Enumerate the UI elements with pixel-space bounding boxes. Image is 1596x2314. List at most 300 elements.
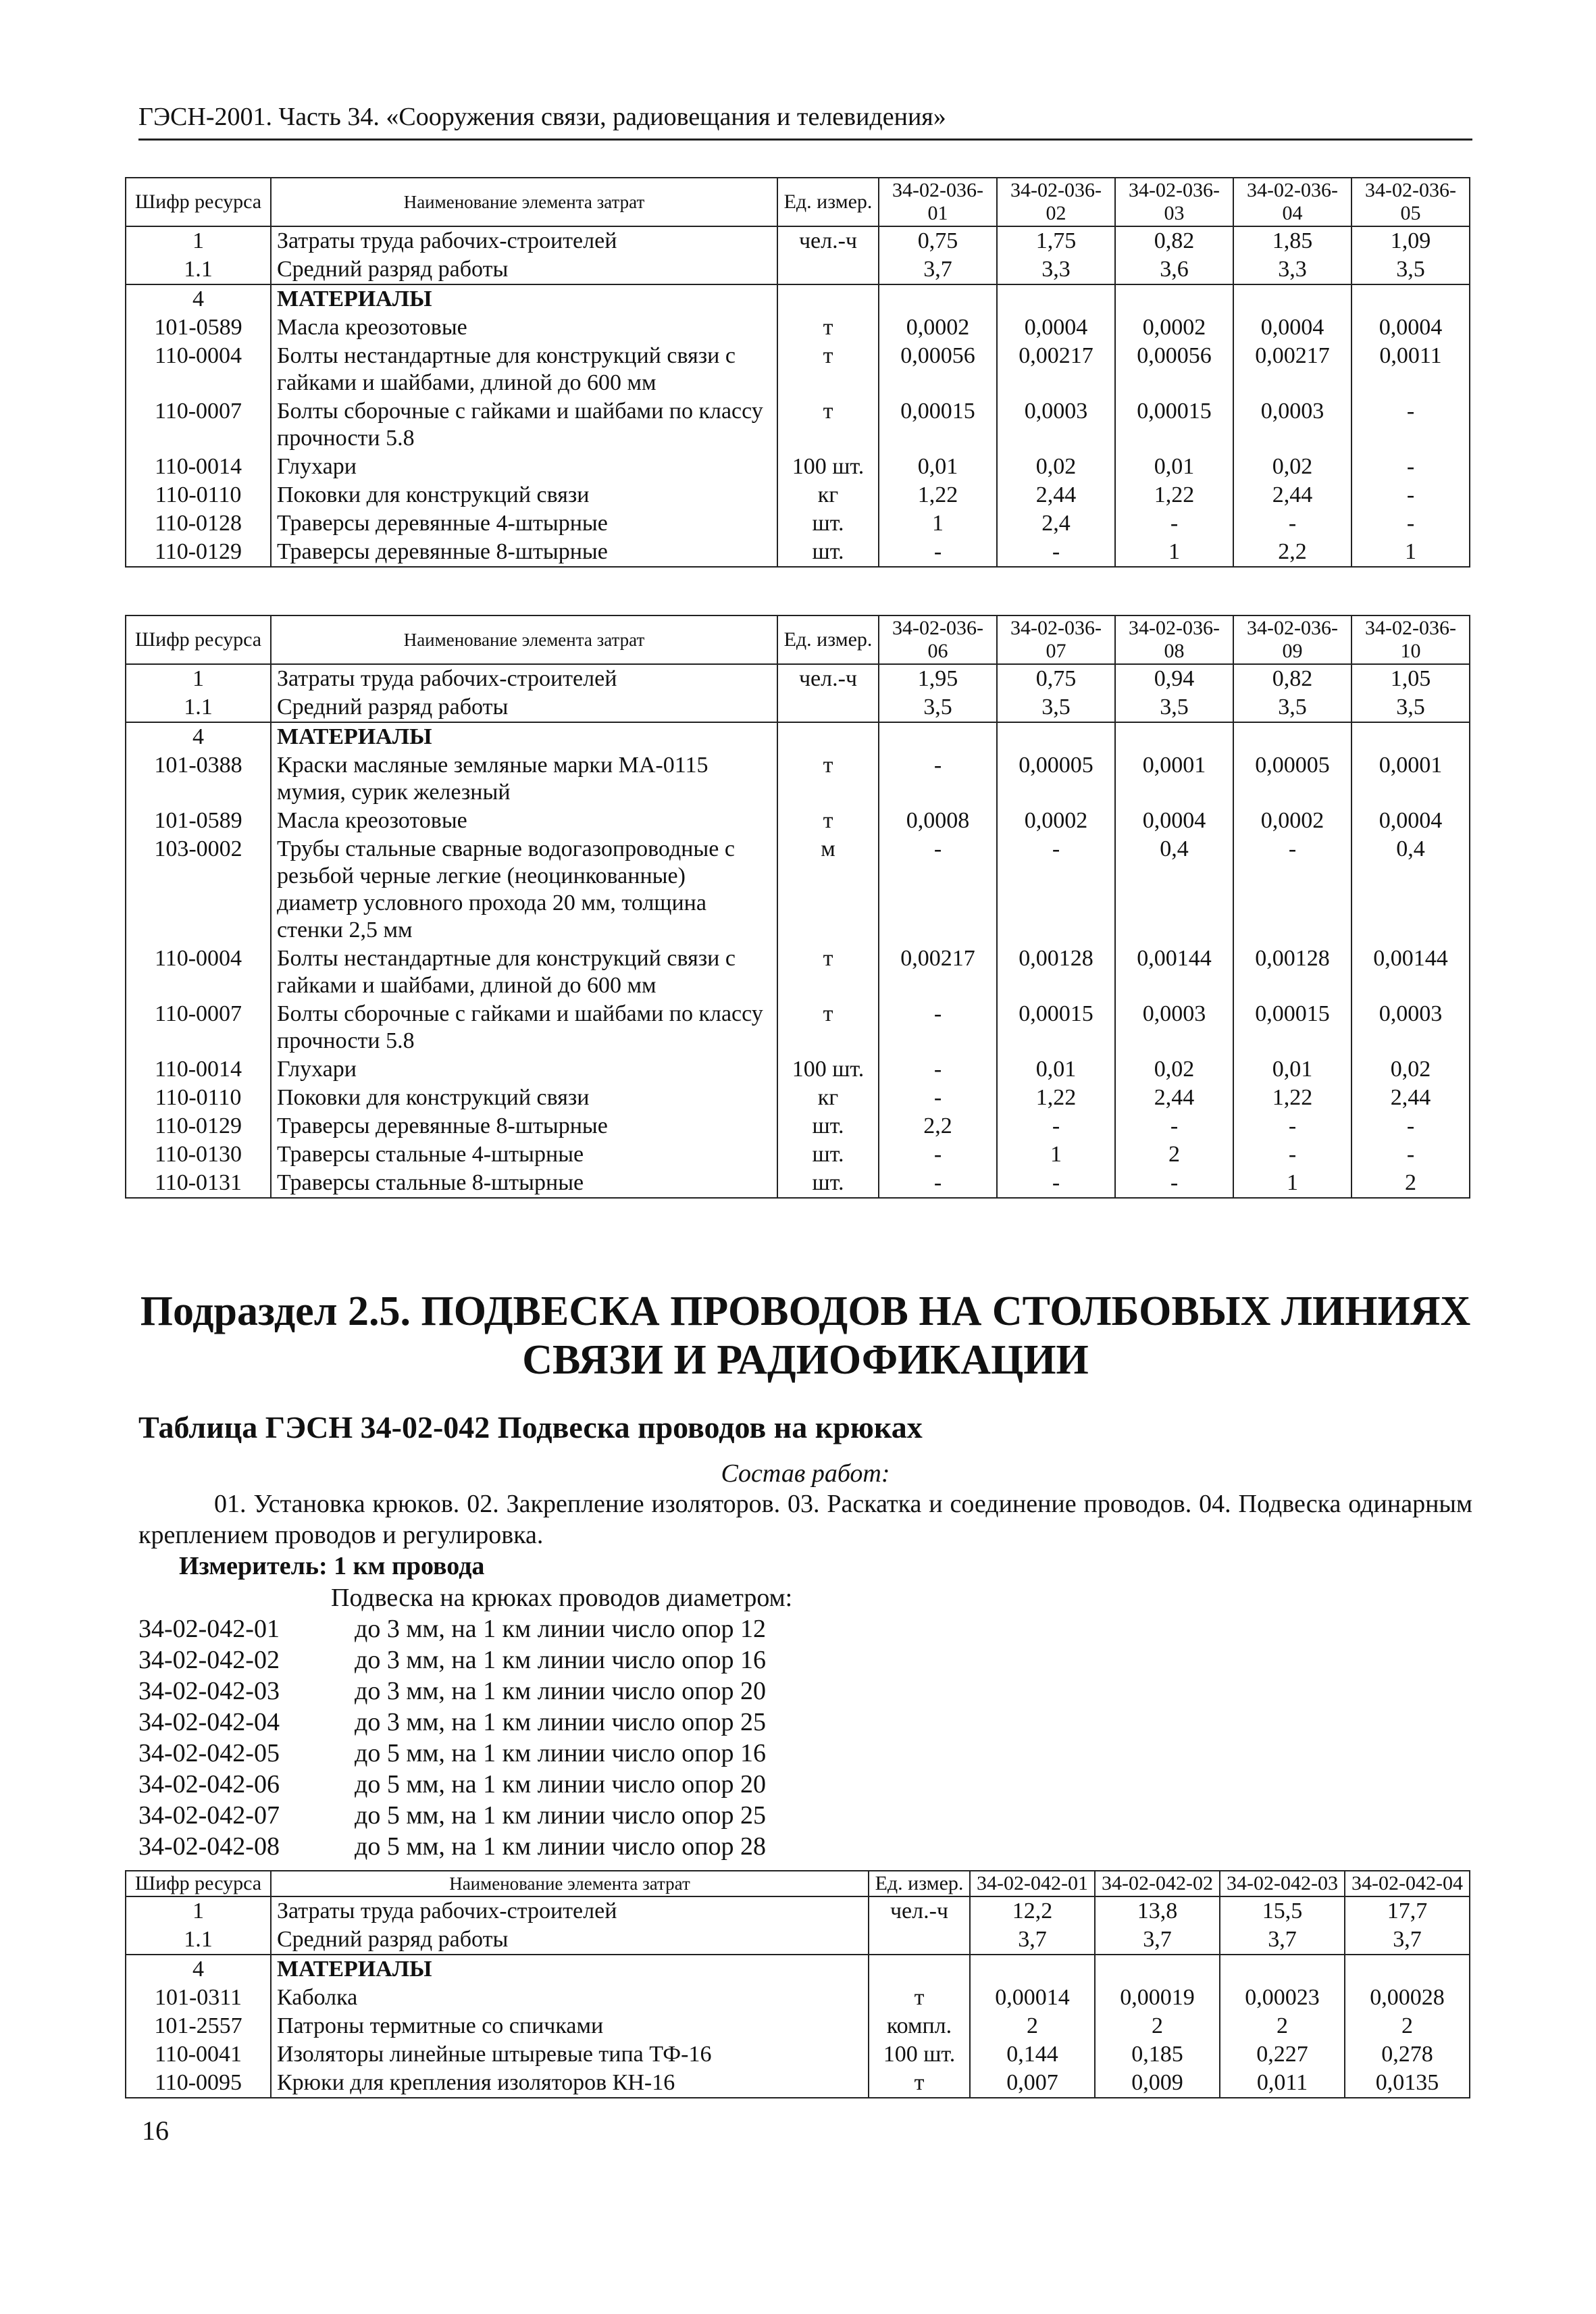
table-row [126, 255, 1470, 284]
value-cell: 3,5 [1233, 693, 1352, 722]
value-cell: 0,144 [970, 2040, 1095, 2069]
subsection-title: Подраздел 2.5. ПОДВЕСКА ПРОВОДОВ НА СТОЛБОВЫХ ЛИНИЯХ СВЯЗИ И РАДИОФИКАЦИИ [140, 1288, 1471, 1383]
value-cell: - [1352, 1140, 1470, 1169]
resource-code-cell: 1 [126, 226, 271, 255]
value-cell: - [1233, 1112, 1352, 1140]
table-row [126, 1055, 1470, 1084]
resource-code-cell: 101-0388 [126, 751, 271, 807]
unit-cell: т [869, 2069, 970, 2098]
table-row [126, 751, 1470, 807]
table-row [126, 397, 1470, 453]
table-row [126, 722, 1470, 751]
resource-code-cell: 103-0002 [126, 835, 271, 945]
column-header: 34-02-042-02 [1095, 1871, 1220, 1896]
resource-name-cell: Болты сборочные с гайками и шайбами по классу прочности 5.8 [271, 397, 777, 453]
column-header: Наименование элемента затрат [271, 178, 777, 226]
unit-cell [777, 722, 879, 751]
column-header: Наименование элемента затрат [271, 615, 777, 664]
resource-table-042 [125, 1870, 1470, 2098]
value-cell: 0,009 [1095, 2069, 1220, 2098]
value-cell: 0,00015 [1115, 397, 1233, 453]
unit-cell [869, 1926, 970, 1955]
resource-name-cell: Масла креозотовые [271, 807, 777, 835]
value-cell [1233, 722, 1352, 751]
unit-cell: т [777, 807, 879, 835]
resource-name-cell: Болты нестандартные для конструкций связи с гайками и шайбами, длиной до 600 мм [271, 945, 777, 1000]
resource-code-cell: 1.1 [126, 693, 271, 722]
value-cell: 2 [970, 2012, 1095, 2040]
value-cell [1115, 722, 1233, 751]
value-cell: 3,7 [1345, 1926, 1470, 1955]
column-header: Ед. измер. [777, 615, 879, 664]
value-cell: 0,0002 [1233, 807, 1352, 835]
resource-code-cell: 4 [126, 284, 271, 313]
value-cell: 0,00005 [1233, 751, 1352, 807]
variant-text: до 5 мм, на 1 км линии число опор 20 [355, 1770, 767, 1799]
table-row [126, 693, 1470, 722]
resource-name-cell: Средний разряд работы [271, 1926, 869, 1955]
resource-name-cell: МАТЕРИАЛЫ [271, 284, 777, 313]
value-cell: 0,227 [1220, 2040, 1345, 2069]
variant-code: 34-02-042-03 [138, 1677, 280, 1705]
column-header: 34-02-036-03 [1115, 178, 1233, 226]
value-cell: 0,01 [879, 453, 997, 481]
resource-code-cell: 110-0129 [126, 1112, 271, 1140]
column-header: 34-02-036-10 [1352, 615, 1470, 664]
value-cell: 13,8 [1095, 1896, 1220, 1926]
value-cell: 3,5 [879, 693, 997, 722]
value-cell [879, 722, 997, 751]
measure-unit: Измеритель: 1 км провода [179, 1552, 485, 1580]
value-cell: 0,00217 [1233, 342, 1352, 397]
value-cell: 3,6 [1115, 255, 1233, 284]
table-row [126, 835, 1470, 945]
value-cell: 0,007 [970, 2069, 1095, 2098]
works-heading: Состав работ: [721, 1459, 890, 1488]
table-row [126, 481, 1470, 509]
resource-code-cell: 110-0014 [126, 453, 271, 481]
value-cell: - [879, 1000, 997, 1055]
table-title: Таблица ГЭСН 34-02-042 Подвеска проводов на крюках [138, 1410, 923, 1444]
column-header: 34-02-036-08 [1115, 615, 1233, 664]
variant-text: до 3 мм, на 1 км линии число опор 20 [355, 1677, 767, 1705]
value-cell: 0,02 [1233, 453, 1352, 481]
variant-text: до 3 мм, на 1 км линии число опор 16 [355, 1646, 767, 1674]
value-cell: 2,2 [1233, 538, 1352, 567]
value-cell: 2 [1345, 2012, 1470, 2040]
value-cell: - [879, 751, 997, 807]
value-cell: - [879, 1055, 997, 1084]
value-cell: 2 [1095, 2012, 1220, 2040]
column-header: Ед. измер. [869, 1871, 970, 1896]
table-row [126, 2012, 1470, 2040]
unit-cell: кг [777, 481, 879, 509]
table-row [126, 1169, 1470, 1198]
variant-text: до 5 мм, на 1 км линии число опор 28 [355, 1832, 767, 1861]
value-cell: 12,2 [970, 1896, 1095, 1926]
resource-name-cell: Средний разряд работы [271, 255, 777, 284]
resource-name-cell: Масла креозотовые [271, 313, 777, 342]
unit-cell: т [777, 751, 879, 807]
table-row [126, 945, 1470, 1000]
column-header: 34-02-042-03 [1220, 1871, 1345, 1896]
value-cell: 0,75 [879, 226, 997, 255]
table-row [126, 313, 1470, 342]
resource-name-cell: Траверсы деревянные 8-штырные [271, 1112, 777, 1140]
value-cell: 0,0002 [879, 313, 997, 342]
value-cell: 2 [1220, 2012, 1345, 2040]
resource-name-cell: Глухари [271, 453, 777, 481]
value-cell: 1,75 [997, 226, 1115, 255]
table-row [126, 509, 1470, 538]
value-cell: 1,05 [1352, 664, 1470, 693]
column-header: 34-02-042-04 [1345, 1871, 1470, 1896]
column-header: 34-02-042-01 [970, 1871, 1095, 1896]
header-rule [138, 139, 1472, 141]
value-cell: 0,0001 [1352, 751, 1470, 807]
resource-code-cell: 1 [126, 1896, 271, 1926]
value-cell: 0,75 [997, 664, 1115, 693]
resource-name-cell: Болты сборочные с гайками и шайбами по классу прочности 5.8 [271, 1000, 777, 1055]
table-row [126, 2069, 1470, 2098]
resource-name-cell: Затраты труда рабочих-строителей [271, 664, 777, 693]
resource-table-036-06-10 [125, 615, 1470, 1199]
resource-code-cell: 110-0004 [126, 945, 271, 1000]
value-cell [879, 284, 997, 313]
unit-cell: 100 шт. [777, 453, 879, 481]
resource-code-cell: 101-2557 [126, 2012, 271, 2040]
value-cell: 1 [879, 509, 997, 538]
variant-code: 34-02-042-05 [138, 1739, 280, 1767]
value-cell: 1 [1115, 538, 1233, 567]
value-cell: - [1352, 453, 1470, 481]
resource-name-cell: Крюки для крепления изоляторов КН-16 [271, 2069, 869, 2098]
variant-code: 34-02-042-04 [138, 1708, 280, 1736]
value-cell: - [879, 835, 997, 945]
unit-cell: шт. [777, 1169, 879, 1198]
resource-name-cell: Средний разряд работы [271, 693, 777, 722]
value-cell: 2,44 [1352, 1084, 1470, 1112]
resource-code-cell: 1 [126, 664, 271, 693]
unit-cell: чел.-ч [869, 1896, 970, 1926]
column-header: 34-02-036-04 [1233, 178, 1352, 226]
variant-text: до 3 мм, на 1 км линии число опор 25 [355, 1708, 767, 1736]
table-row [126, 1112, 1470, 1140]
value-cell: 0,00015 [997, 1000, 1115, 1055]
resource-code-cell: 110-0131 [126, 1169, 271, 1198]
unit-cell: т [777, 397, 879, 453]
value-cell: 0,0135 [1345, 2069, 1470, 2098]
value-cell: 1 [1352, 538, 1470, 567]
value-cell: 0,0008 [879, 807, 997, 835]
variant-item [138, 1769, 766, 1800]
column-header: Ед. измер. [777, 178, 879, 226]
value-cell: - [1352, 397, 1470, 453]
value-cell: 0,278 [1345, 2040, 1470, 2069]
value-cell: 2 [1115, 1140, 1233, 1169]
table-row [126, 453, 1470, 481]
variant-code: 34-02-042-01 [138, 1615, 280, 1643]
value-cell: 0,4 [1352, 835, 1470, 945]
resource-name-cell: МАТЕРИАЛЫ [271, 1955, 869, 1984]
resource-code-cell: 4 [126, 1955, 271, 1984]
value-cell: 0,0002 [1115, 313, 1233, 342]
value-cell: 2,44 [997, 481, 1115, 509]
value-cell: 3,7 [1095, 1926, 1220, 1955]
value-cell: 0,4 [1115, 835, 1233, 945]
variant-code: 34-02-042-02 [138, 1646, 280, 1674]
value-cell: 0,00056 [879, 342, 997, 397]
unit-cell: м [777, 835, 879, 945]
value-cell: 1,22 [1115, 481, 1233, 509]
unit-cell: 100 шт. [777, 1055, 879, 1084]
resource-code-cell: 101-0589 [126, 313, 271, 342]
resource-name-cell: Патроны термитные со спичками [271, 2012, 869, 2040]
variant-text: до 3 мм, на 1 км линии число опор 12 [355, 1615, 767, 1643]
value-cell: 0,82 [1233, 664, 1352, 693]
value-cell: 3,5 [1352, 255, 1470, 284]
value-cell: - [1233, 835, 1352, 945]
value-cell: 3,7 [879, 255, 997, 284]
resource-name-cell: Затраты труда рабочих-строителей [271, 226, 777, 255]
resource-code-cell: 110-0007 [126, 1000, 271, 1055]
resource-name-cell: Болты нестандартные для конструкций связи с гайками и шайбами, длиной до 600 мм [271, 342, 777, 397]
unit-cell [869, 1955, 970, 1984]
value-cell: 0,00005 [997, 751, 1115, 807]
resource-code-cell: 4 [126, 722, 271, 751]
unit-cell: шт. [777, 538, 879, 567]
value-cell: 0,00015 [1233, 1000, 1352, 1055]
resource-code-cell: 101-0311 [126, 1984, 271, 2012]
column-header: 34-02-036-09 [1233, 615, 1352, 664]
unit-cell [777, 284, 879, 313]
value-cell: 0,02 [1115, 1055, 1233, 1084]
variant-text: до 5 мм, на 1 км линии число опор 16 [355, 1739, 767, 1767]
page-header: ГЭСН-2001. Часть 34. «Сооружения связи, радиовещания и телевидения» [138, 103, 946, 131]
table-row [126, 1926, 1470, 1955]
value-cell: - [1233, 1140, 1352, 1169]
value-cell: 1,22 [879, 481, 997, 509]
value-cell: 0,0003 [1115, 1000, 1233, 1055]
page-number: 16 [142, 2115, 169, 2146]
value-cell: 0,00144 [1115, 945, 1233, 1000]
unit-cell: шт. [777, 509, 879, 538]
unit-cell: т [777, 342, 879, 397]
table-row [126, 1955, 1470, 1984]
variant-code: 34-02-042-06 [138, 1770, 280, 1799]
table-row [126, 284, 1470, 313]
value-cell: - [879, 1169, 997, 1198]
value-cell: 1 [997, 1140, 1115, 1169]
table-row [126, 1140, 1470, 1169]
value-cell: 0,00019 [1095, 1984, 1220, 2012]
value-cell: 3,3 [1233, 255, 1352, 284]
value-cell: 0,0004 [1352, 807, 1470, 835]
value-cell [997, 722, 1115, 751]
value-cell: - [879, 538, 997, 567]
unit-cell: чел.-ч [777, 664, 879, 693]
value-cell: - [1115, 509, 1233, 538]
value-cell: 17,7 [1345, 1896, 1470, 1926]
variant-code: 34-02-042-08 [138, 1832, 280, 1861]
column-header: Шифр ресурса [126, 178, 271, 226]
value-cell: 15,5 [1220, 1896, 1345, 1926]
value-cell: 3,5 [997, 693, 1115, 722]
resource-code-cell: 110-0129 [126, 538, 271, 567]
variants-list [138, 1613, 766, 1862]
resource-name-cell: Трубы стальные сварные водогазопроводные с резьбой черные легкие (неоцинкованные) диаметр условного прохода 20 мм, толщина стенки 2,5 мм [271, 835, 777, 945]
value-cell: 1,22 [1233, 1084, 1352, 1112]
column-header: 34-02-036-06 [879, 615, 997, 664]
value-cell: 0,0003 [997, 397, 1115, 453]
value-cell: 3,7 [970, 1926, 1095, 1955]
column-header: 34-02-036-02 [997, 178, 1115, 226]
resource-code-cell: 110-0041 [126, 2040, 271, 2069]
value-cell: 0,00144 [1352, 945, 1470, 1000]
table-row [126, 2040, 1470, 2069]
unit-cell: т [777, 945, 879, 1000]
variant-code: 34-02-042-07 [138, 1801, 280, 1830]
value-cell: 0,0003 [1233, 397, 1352, 453]
resource-name-cell: Поковки для конструкций связи [271, 1084, 777, 1112]
value-cell: 3,7 [1220, 1926, 1345, 1955]
unit-cell [777, 693, 879, 722]
value-cell: 0,185 [1095, 2040, 1220, 2069]
unit-cell: шт. [777, 1112, 879, 1140]
value-cell [1345, 1955, 1470, 1984]
table-row [126, 1000, 1470, 1055]
resource-name-cell: Изоляторы линейные штыревые типа ТФ-16 [271, 2040, 869, 2069]
resource-name-cell: МАТЕРИАЛЫ [271, 722, 777, 751]
value-cell: 0,01 [997, 1055, 1115, 1084]
value-cell: 0,02 [997, 453, 1115, 481]
resource-name-cell: Каболка [271, 1984, 869, 2012]
value-cell: 0,00015 [879, 397, 997, 453]
variant-text: до 5 мм, на 1 км линии число опор 25 [355, 1801, 767, 1830]
column-header: 34-02-036-05 [1352, 178, 1470, 226]
resource-code-cell: 1.1 [126, 255, 271, 284]
value-cell: - [1352, 509, 1470, 538]
column-header: Наименование элемента затрат [271, 1871, 869, 1896]
variant-item [138, 1613, 766, 1644]
table-row [126, 807, 1470, 835]
unit-cell: т [777, 313, 879, 342]
value-cell: 3,5 [1115, 693, 1233, 722]
value-cell: 0,94 [1115, 664, 1233, 693]
value-cell: 0,011 [1220, 2069, 1345, 2098]
value-cell: - [997, 538, 1115, 567]
variant-item [138, 1738, 766, 1769]
value-cell: 2,4 [997, 509, 1115, 538]
value-cell: 0,01 [1115, 453, 1233, 481]
resource-code-cell: 110-0110 [126, 1084, 271, 1112]
value-cell: - [1352, 1112, 1470, 1140]
resource-name-cell: Краски масляные земляные марки МА-0115 мумия, сурик железный [271, 751, 777, 807]
value-cell: 0,02 [1352, 1055, 1470, 1084]
value-cell: 0,00028 [1345, 1984, 1470, 2012]
value-cell: 3,3 [997, 255, 1115, 284]
value-cell: 2,44 [1233, 481, 1352, 509]
variant-item [138, 1644, 766, 1676]
resource-code-cell: 110-0014 [126, 1055, 271, 1084]
unit-cell: шт. [777, 1140, 879, 1169]
value-cell [970, 1955, 1095, 1984]
unit-cell: т [869, 1984, 970, 2012]
value-cell: 0,00128 [1233, 945, 1352, 1000]
column-header: Шифр ресурса [126, 615, 271, 664]
value-cell: - [879, 1084, 997, 1112]
value-cell: 0,0011 [1352, 342, 1470, 397]
resource-code-cell: 110-0007 [126, 397, 271, 453]
column-header: 34-02-036-01 [879, 178, 997, 226]
value-cell: 0,82 [1115, 226, 1233, 255]
value-cell: 1,95 [879, 664, 997, 693]
column-header: Шифр ресурса [126, 1871, 271, 1896]
variants-heading: Подвеска на крюках проводов диаметром: [331, 1584, 793, 1612]
value-cell [1233, 284, 1352, 313]
value-cell: 0,00056 [1115, 342, 1233, 397]
unit-cell: т [777, 1000, 879, 1055]
value-cell: - [997, 1112, 1115, 1140]
resource-code-cell: 110-0110 [126, 481, 271, 509]
unit-cell: чел.-ч [777, 226, 879, 255]
value-cell: - [1115, 1169, 1233, 1198]
value-cell: 1 [1233, 1169, 1352, 1198]
resource-name-cell: Затраты труда рабочих-строителей [271, 1896, 869, 1926]
variant-item [138, 1676, 766, 1707]
value-cell: - [1352, 481, 1470, 509]
table-row [126, 538, 1470, 567]
value-cell: 3,5 [1352, 693, 1470, 722]
column-header: 34-02-036-07 [997, 615, 1115, 664]
works-text: 01. Установка крюков. 02. Закрепление изоляторов. 03. Раскатка и соединение проводов. 04. Подвеска одинарным креплением проводов и регулировка. [138, 1490, 1472, 1549]
value-cell [1352, 284, 1470, 313]
value-cell [1095, 1955, 1220, 1984]
value-cell: 0,00014 [970, 1984, 1095, 2012]
value-cell: 1,85 [1233, 226, 1352, 255]
value-cell: - [1233, 509, 1352, 538]
value-cell [997, 284, 1115, 313]
value-cell: 0,00217 [879, 945, 997, 1000]
value-cell: 0,0004 [1352, 313, 1470, 342]
value-cell: 0,0004 [997, 313, 1115, 342]
unit-cell: компл. [869, 2012, 970, 2040]
resource-name-cell: Траверсы деревянные 4-штырные [271, 509, 777, 538]
value-cell: 0,00128 [997, 945, 1115, 1000]
value-cell: 0,00023 [1220, 1984, 1345, 2012]
value-cell: 2,2 [879, 1112, 997, 1140]
value-cell [1115, 284, 1233, 313]
resource-code-cell: 110-0095 [126, 2069, 271, 2098]
table-header-row [126, 1871, 1470, 1896]
table-row [126, 226, 1470, 255]
value-cell [1220, 1955, 1345, 1984]
value-cell: 0,0004 [1115, 807, 1233, 835]
value-cell: 1,22 [997, 1084, 1115, 1112]
table-row [126, 1984, 1470, 2012]
variant-item [138, 1800, 766, 1831]
value-cell: 2,44 [1115, 1084, 1233, 1112]
resource-code-cell: 101-0589 [126, 807, 271, 835]
resource-name-cell: Глухари [271, 1055, 777, 1084]
table-header-row [126, 178, 1470, 226]
value-cell: 0,01 [1233, 1055, 1352, 1084]
value-cell: 0,0003 [1352, 1000, 1470, 1055]
value-cell: - [997, 1169, 1115, 1198]
value-cell: 0,0002 [997, 807, 1115, 835]
resource-name-cell: Траверсы стальные 8-штырные [271, 1169, 777, 1198]
unit-cell: кг [777, 1084, 879, 1112]
